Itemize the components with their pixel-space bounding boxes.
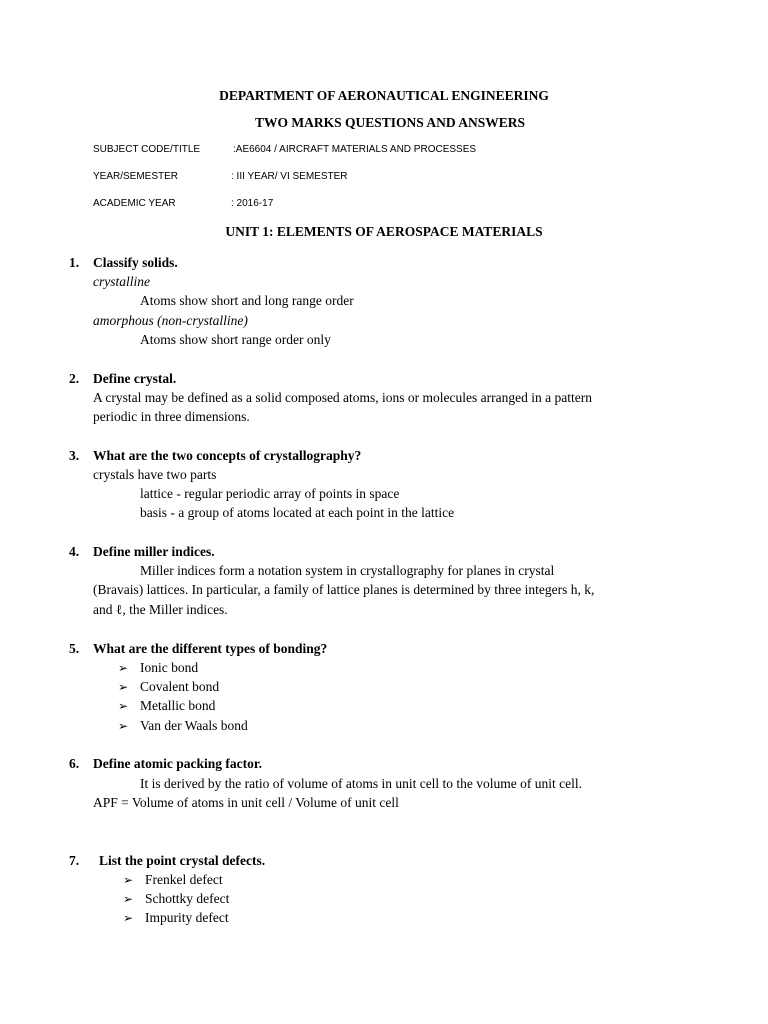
question-title: Classify solids.	[93, 255, 178, 270]
question-number: 5.	[69, 641, 80, 656]
arrow-bullet-icon: ➢	[123, 873, 134, 887]
question-number: 1.	[69, 255, 80, 270]
question-number: 7.	[69, 853, 80, 868]
question-title: Define crystal.	[93, 371, 177, 386]
list-item	[118, 698, 215, 714]
arrow-bullet-icon: ➢	[118, 680, 129, 694]
meta-label: YEAR/SEMESTER	[93, 171, 179, 182]
list-item	[123, 872, 223, 888]
list-item	[118, 679, 219, 695]
question-title: Define atomic packing factor.	[93, 756, 262, 771]
list-item-text: Van der Waals bond	[140, 718, 248, 733]
answer-line: Atoms show short range order only	[140, 332, 331, 347]
unit-title: UNIT 1: ELEMENTS OF AEROSPACE MATERIALS	[225, 224, 543, 239]
answer-line: It is derived by the ratio of volume of atoms in unit cell to the volume of unit cell.	[140, 776, 583, 791]
question-title: List the point crystal defects.	[99, 853, 266, 868]
list-item-text: Frenkel defect	[145, 872, 223, 887]
list-item-text: Covalent bond	[140, 679, 220, 694]
answer-line: amorphous (non-crystalline)	[93, 313, 248, 328]
question-number: 2.	[69, 371, 80, 386]
answer-line: crystalline	[93, 274, 150, 289]
arrow-bullet-icon: ➢	[118, 719, 129, 733]
meta-value: : III YEAR/ VI SEMESTER	[231, 171, 348, 182]
question-number: 6.	[69, 756, 80, 771]
meta-value: :AE6604 / AIRCRAFT MATERIALS AND PROCESSES	[233, 144, 477, 155]
answer-line: (Bravais) lattices. In particular, a family of lattice planes is determined by three integers h, k,	[93, 582, 595, 597]
arrow-bullet-icon: ➢	[123, 892, 134, 906]
list-item-text: Impurity defect	[145, 910, 229, 925]
question-title: Define miller indices.	[93, 544, 215, 559]
question-title: What are the two concepts of crystallography?	[93, 448, 362, 463]
answer-line: A crystal may be defined as a solid composed atoms, ions or molecules arranged in a pattern	[93, 390, 592, 405]
answer-line: Miller indices form a notation system in crystallography for planes in crystal	[140, 563, 555, 578]
list-item-text: Metallic bond	[140, 698, 216, 713]
list-item	[123, 910, 229, 926]
answer-line: periodic in three dimensions.	[93, 409, 250, 424]
department-heading: DEPARTMENT OF AERONAUTICAL ENGINEERING	[219, 88, 549, 103]
arrow-bullet-icon: ➢	[118, 699, 129, 713]
question-number: 4.	[69, 544, 80, 559]
answer-line: lattice - regular periodic array of points in space	[140, 486, 400, 501]
meta-label: SUBJECT CODE/TITLE	[93, 144, 201, 155]
arrow-bullet-icon: ➢	[118, 661, 129, 675]
answer-line: basis - a group of atoms located at each point in the lattice	[140, 505, 455, 520]
meta-label: ACADEMIC YEAR	[93, 198, 176, 209]
answer-line: APF = Volume of atoms in unit cell / Volume of unit cell	[93, 795, 399, 810]
answer-line: Atoms show short and long range order	[140, 293, 354, 308]
meta-value: : 2016-17	[231, 198, 274, 209]
answer-line: and ℓ, the Miller indices.	[93, 602, 228, 617]
list-item-text: Schottky defect	[145, 891, 230, 906]
list-item	[118, 718, 248, 734]
answer-line: crystals have two parts	[93, 467, 217, 482]
question-number: 3.	[69, 448, 80, 463]
list-item-text: Ionic bond	[140, 660, 199, 675]
question-title: What are the different types of bonding?	[93, 641, 328, 656]
list-item	[123, 891, 229, 907]
document-title: TWO MARKS QUESTIONS AND ANSWERS	[254, 115, 526, 130]
arrow-bullet-icon: ➢	[123, 911, 134, 925]
list-item	[118, 660, 198, 676]
